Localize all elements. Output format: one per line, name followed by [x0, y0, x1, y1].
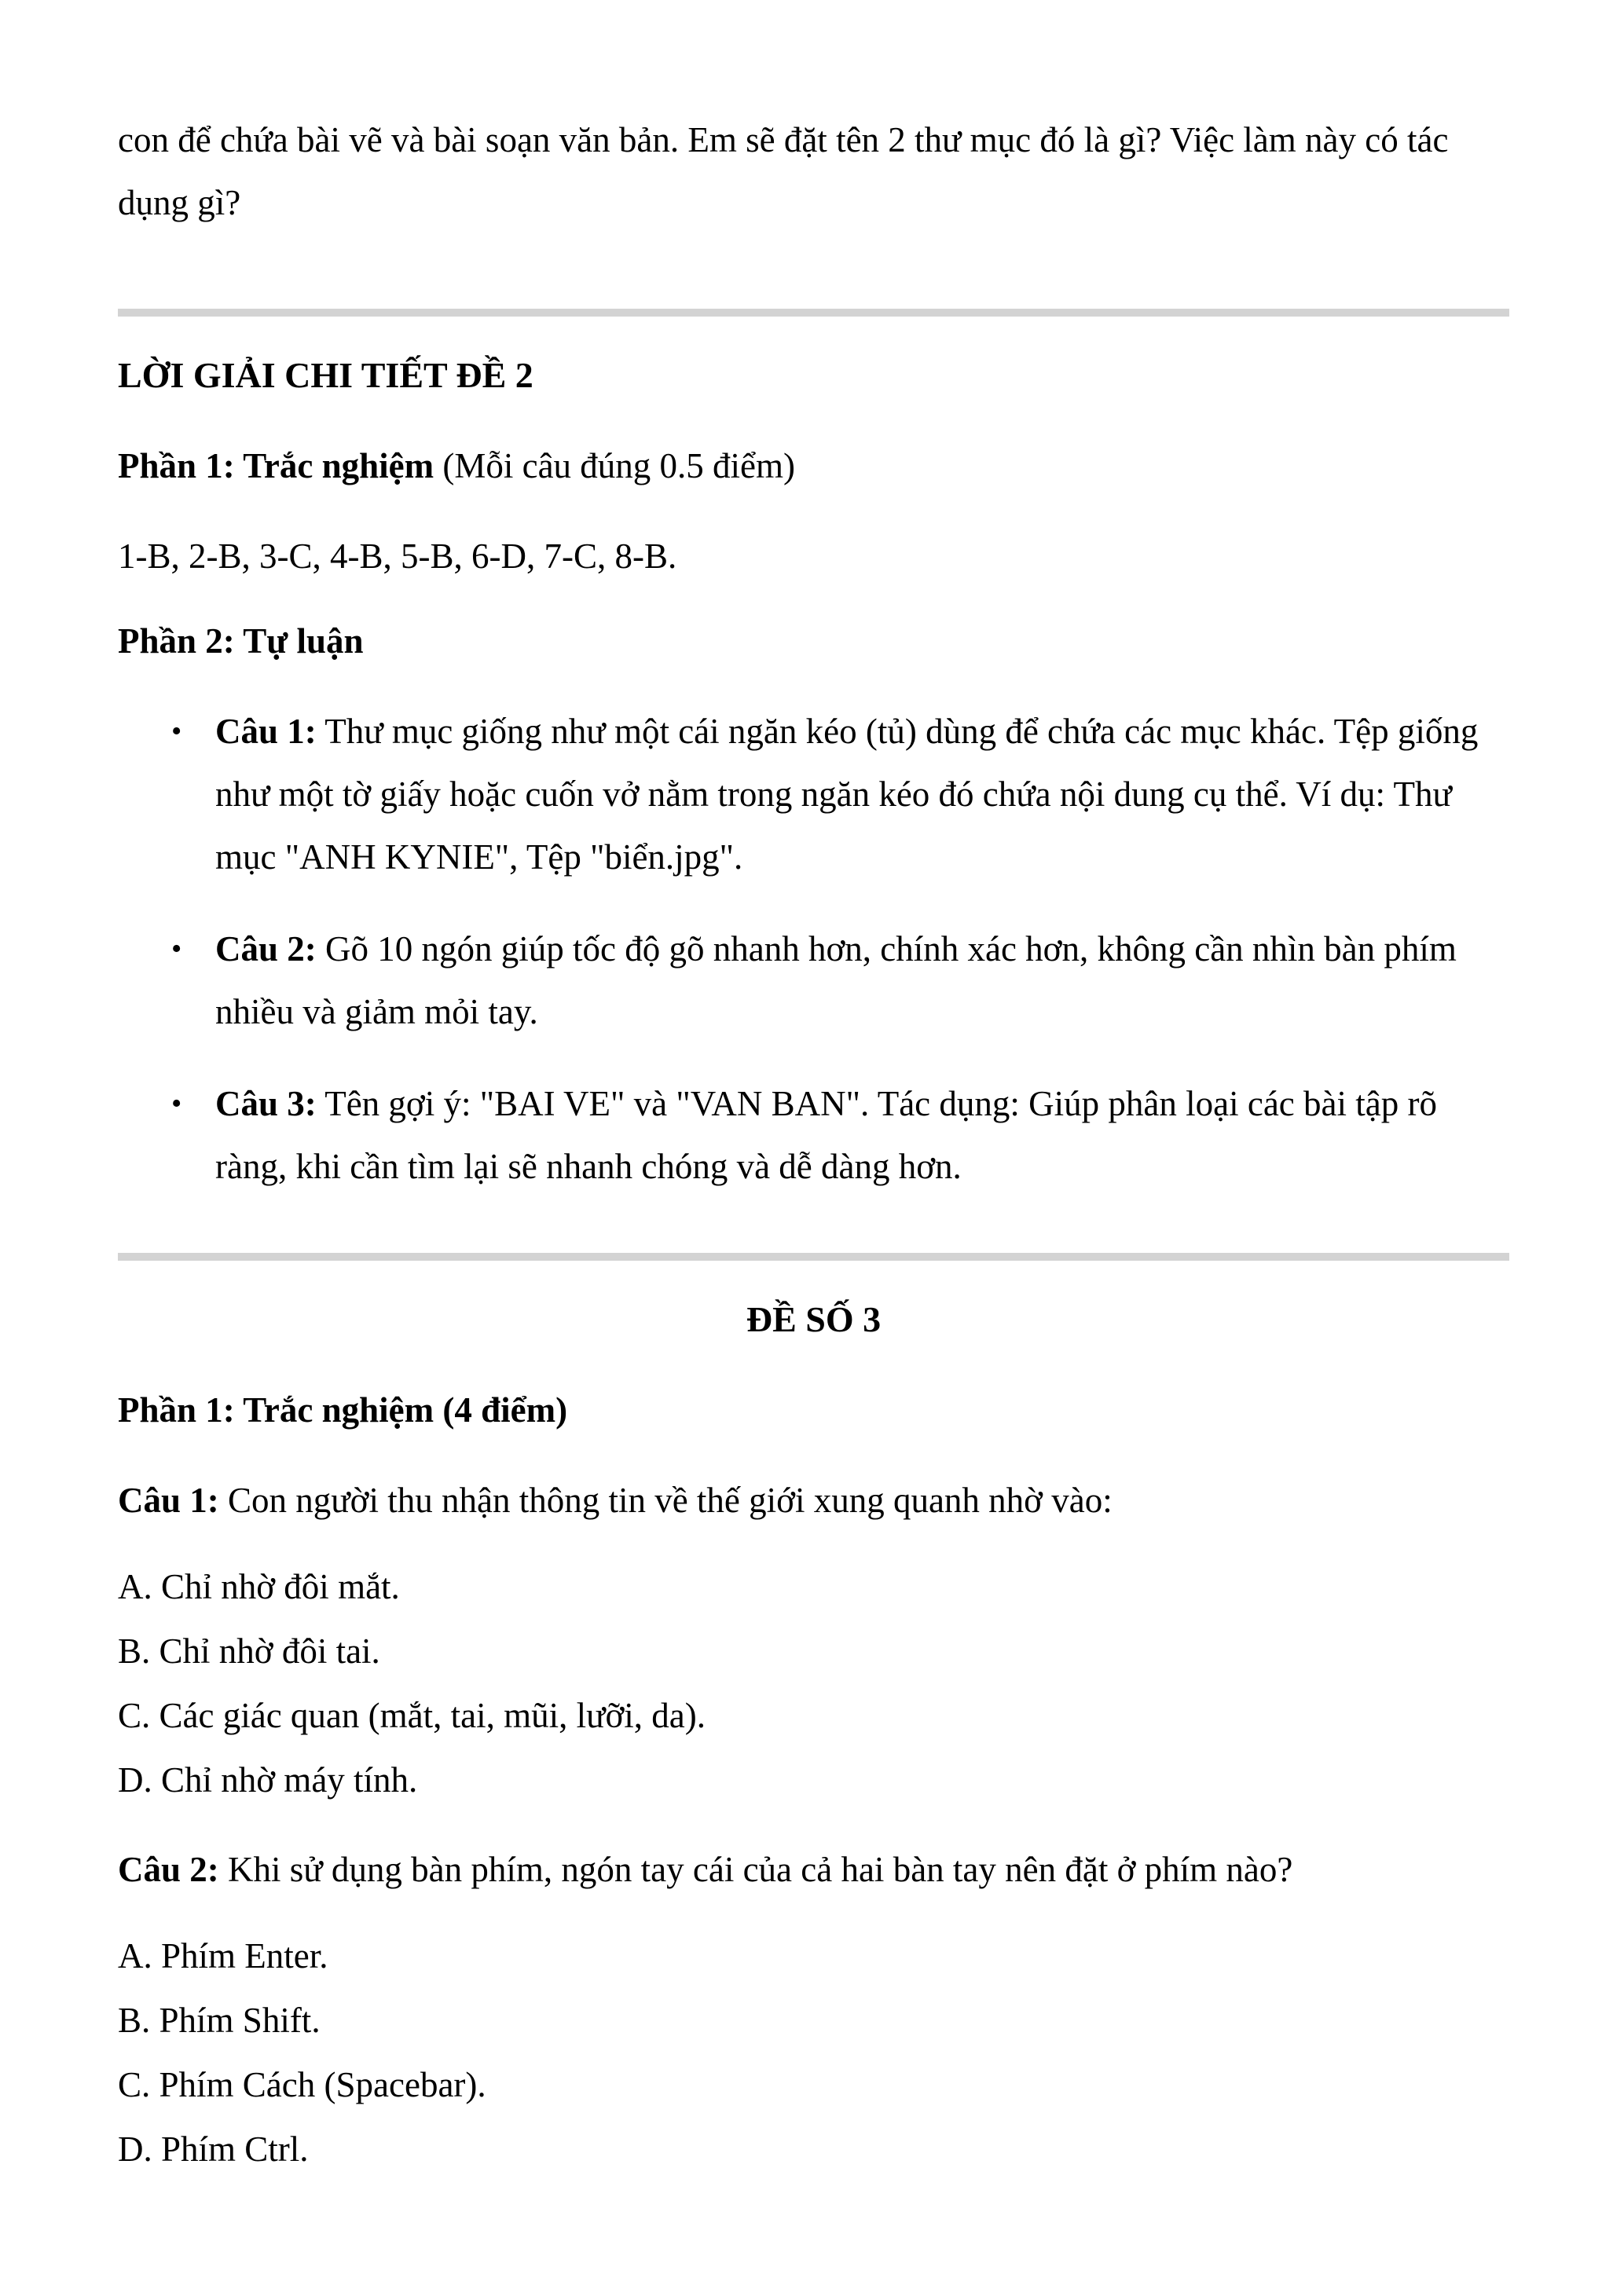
question-label: Câu 2: — [118, 1850, 219, 1889]
essay-answer-text-block — [215, 700, 1509, 888]
essay-answer-label: Câu 1: — [215, 712, 317, 751]
option-line: A. Phím Enter. — [118, 1936, 328, 1976]
option-line: D. Chỉ nhờ máy tính. — [118, 1760, 418, 1800]
essay-answer-item — [171, 700, 1509, 888]
section-divider — [118, 1253, 1509, 1261]
question-text: Khi sử dụng bàn phím, ngón tay cái của cả hai bàn tay nên đặt ở phím nào? — [218, 1850, 1293, 1889]
solution-title: LỜI GIẢI CHI TIẾT ĐỀ 2 — [118, 355, 533, 395]
bullet-icon: • — [171, 715, 182, 748]
question-paragraph — [118, 1838, 1509, 1901]
solution-part1-heading — [118, 434, 1509, 497]
option-line: A. Chỉ nhờ đôi mắt. — [118, 1567, 400, 1606]
question-paragraph — [118, 1469, 1509, 1532]
essay-answer-list — [118, 700, 1509, 1198]
question-options — [118, 1555, 1509, 1811]
option-line: C. Phím Cách (Spacebar). — [118, 2065, 486, 2104]
answer-key-line: 1-B, 2-B, 3-C, 4-B, 5-B, 6-D, 7-C, 8-B. — [118, 536, 677, 576]
bullet-icon: • — [171, 1087, 182, 1120]
option-line: D. Phím Ctrl. — [118, 2129, 309, 2169]
exam-part1-heading: Phần 1: Trắc nghiệm (4 điểm) — [118, 1390, 568, 1430]
solution-part2-heading: Phần 2: Tự luận — [118, 621, 364, 661]
essay-answer-text: Thư mục giống như một cái ngăn kéo (tủ) dùng để chứa các mục khác. Tệp giống như một tờ giấy hoặc cuốn vở nằm trong ngăn kéo đó chứa nội dung cụ thể. Ví dụ: Thư mục "ANH KYNIE", Tệp "biển.jpg". — [215, 712, 1479, 877]
option-line: C. Các giác quan (mắt, tai, mũi, lưỡi, da). — [118, 1696, 706, 1735]
solution-part1-label: Phần 1: Trắc nghiệm — [118, 446, 434, 485]
essay-answer-label: Câu 3: — [215, 1084, 317, 1123]
essay-answer-text-block — [215, 1072, 1509, 1198]
essay-answer-text: Gõ 10 ngón giúp tốc độ gõ nhanh hơn, chính xác hơn, không cần nhìn bàn phím nhiều và giảm mỏi tay. — [215, 929, 1457, 1031]
essay-answer-item — [171, 1072, 1509, 1198]
intro-paragraph: con để chứa bài vẽ và bài soạn văn bản. Em sẽ đặt tên 2 thư mục đó là gì? Việc làm này có tác dụng gì? — [118, 120, 1449, 222]
essay-answer-item — [171, 917, 1509, 1043]
essay-answer-text: Tên gợi ý: "BAI VE" và "VAN BAN". Tác dụng: Giúp phân loại các bài tập rõ ràng, khi cần tìm lại sẽ nhanh chóng và dễ dàng hơn. — [215, 1084, 1437, 1186]
option-line: B. Chỉ nhờ đôi tai. — [118, 1631, 380, 1671]
solution-part1-note: (Mỗi câu đúng 0.5 điểm) — [434, 446, 796, 485]
exam-title: ĐỀ SỐ 3 — [746, 1299, 882, 1339]
bullet-icon: • — [171, 932, 182, 965]
essay-answer-text-block — [215, 917, 1509, 1043]
question-text: Con người thu nhận thông tin về thế giới xung quanh nhờ vào: — [218, 1481, 1113, 1520]
question-label: Câu 1: — [118, 1481, 219, 1520]
section-divider — [118, 309, 1509, 317]
option-line: B. Phím Shift. — [118, 2001, 321, 2040]
question-options — [118, 1924, 1509, 2181]
essay-answer-label: Câu 2: — [215, 929, 317, 969]
